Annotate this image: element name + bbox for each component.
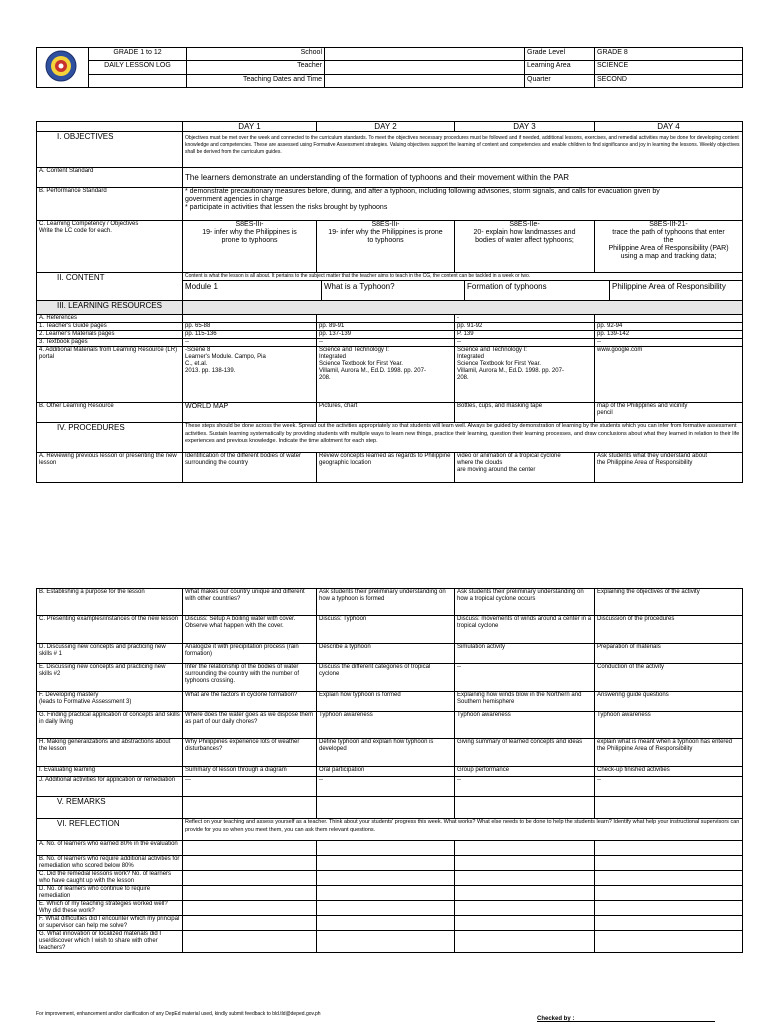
proc-a-day3: video or animation of a tropical cyclone where the clouds are moving around the center	[455, 453, 595, 483]
reflect-e-day4[interactable]	[595, 901, 743, 916]
deped-seal-cell	[37, 48, 89, 88]
lm-label: 2. Learner's Materials pages	[37, 331, 183, 339]
proc-c-day4: Discussion of the procedures	[595, 616, 743, 644]
references-label: A. References	[37, 315, 183, 323]
proc-e-day2: Discuss the different categories of tropical cyclone	[317, 664, 455, 692]
deped-seal-icon	[41, 50, 81, 82]
proc-e-day3: --	[455, 664, 595, 692]
reflect-c-day2[interactable]	[317, 871, 455, 886]
reflect-d-day3[interactable]	[455, 886, 595, 901]
resources-blank	[183, 301, 743, 315]
proc-f-day2: Explain how typhoon is formed	[317, 692, 455, 712]
competency-day2: S8ES-IIi- 19- infer why the Philippines is prone to typhoons	[317, 221, 455, 273]
dates-field[interactable]	[325, 74, 525, 87]
procedures-heading: IV. PROCEDURES	[37, 423, 183, 453]
remarks-day3[interactable]	[455, 797, 595, 819]
tg-day4: pp. 92-94	[595, 323, 743, 331]
remarks-heading: V. REMARKS	[37, 797, 183, 819]
performance-standard-label: B. Performance Standard	[37, 188, 183, 221]
lesson-table-part1	[36, 121, 743, 483]
teacher-label: Teacher	[187, 61, 325, 74]
competency-day1: S8ES-IIi- 19- infer why the Philippines is prone to typhoons	[183, 221, 317, 273]
tb-day3: --	[455, 339, 595, 347]
proc-f-day1: What are the factors in cyclone formation?	[183, 692, 317, 712]
proc-h-day4: explain what is meant when a typhoon has entered the Philippine Area of Responsibility	[595, 739, 743, 767]
reflect-a-day3[interactable]	[455, 841, 595, 856]
reflect-a-day4[interactable]	[595, 841, 743, 856]
tg-day2: pp. 89-91	[317, 323, 455, 331]
reflect-g-label: G. What innovation or localized materials did I use/discover which I wish to share with other teachers?	[37, 931, 183, 953]
reflect-b-day3[interactable]	[455, 856, 595, 871]
content-standard-text: The learners demonstrate an understanding of the formation of typhoons and their movement within the PAR	[183, 168, 743, 188]
reflect-e-day1[interactable]	[183, 901, 317, 916]
proc-b-day1: What makes our country unique and different with other countries?	[183, 589, 317, 616]
content-cell	[183, 273, 743, 301]
reflect-f-day2[interactable]	[317, 916, 455, 931]
learning-area-value: SCIENCE	[595, 61, 743, 74]
reflect-d-day2[interactable]	[317, 886, 455, 901]
reflect-f-day4[interactable]	[595, 916, 743, 931]
lr-day2: Science and Technology I: Integrated Science Textbook for First Year. Villamil, Aurora M., Ed.D. 1998. pp. 207- 208.	[317, 347, 455, 403]
lm-day3: P. 139	[455, 331, 595, 339]
reflection-note: Reflect on your teaching and assess yourself as a teacher. Think about your students' progress this week. What works? What else needs to be done to help the students learn? Identify what help your instructional supervisors can provide for you so when you meet them, you can ask them relevant questions.	[183, 819, 743, 841]
proc-j-label: J. Additional activities for application or remediation	[37, 777, 183, 797]
references-day2	[317, 315, 455, 323]
reflection-heading: VI. REFLECTION	[37, 819, 183, 841]
proc-a-day2: Review concepts learned as regards to Philippine geographic location	[317, 453, 455, 483]
other-day2: Pictures, chart	[317, 403, 455, 423]
proc-g-day4: Typhoon awareness	[595, 712, 743, 739]
reflect-d-day4[interactable]	[595, 886, 743, 901]
form-title-line2: DAILY LESSON LOG	[89, 61, 187, 74]
competency-day4: S8ES-IIf-21- trace the path of typhoons that enter the Philippine Area of Responsibility (PAR) using a map and tracking data;	[595, 221, 743, 273]
reflect-f-day1[interactable]	[183, 916, 317, 931]
proc-d-day4: Preparation of materials	[595, 644, 743, 664]
proc-e-day1: Infer the relationship of the bodies of water surrounding the country with the number of typhoons crossing.	[183, 664, 317, 692]
lr-day4: www.google.com	[595, 347, 743, 403]
proc-d-label: D. Discussing new concepts and practicing new skills # 1	[37, 644, 183, 664]
reflect-c-day4[interactable]	[595, 871, 743, 886]
lm-day1: pp. 115-136	[183, 331, 317, 339]
proc-e-day4: Conduction of the activity	[595, 664, 743, 692]
day-header-4: DAY 4	[595, 122, 743, 132]
content-day3: Formation of typhoons	[465, 281, 610, 300]
reflect-g-day2[interactable]	[317, 931, 455, 953]
proc-h-day1: Why Philippines experience lots of weather disturbances?	[183, 739, 317, 767]
lr-day3: Science and Technology I: Integrated Science Textbook for First Year. Villamil, Aurora M., Ed.D. 1998. pp. 207- 208.	[455, 347, 595, 403]
proc-b-day2: Ask students their preliminary understanding on how a typhoon is formed	[317, 589, 455, 616]
content-standard-label: A. Content Standard	[37, 168, 183, 188]
reflect-b-label: B. No. of learners who require additional activities for remediation who scored below 80%	[37, 856, 183, 871]
lr-label: 4. Additional Materials from Learning Resource (LR) portal	[37, 347, 183, 403]
proc-a-day4: Ask students what they understand about the Philippine Area of Responsibility	[595, 453, 743, 483]
references-day1	[183, 315, 317, 323]
content-note: Content is what the lesson is all about. It pertains to the subject matter that the teacher aims to teach in the CG, the content can be tackled in a week or two.	[183, 273, 742, 281]
lm-day4: pp. 139-142	[595, 331, 743, 339]
proc-f-day3: Explaining how winds blow in the Northern and Southern hemisphere	[455, 692, 595, 712]
proc-a-label: A. Reviewing previous lesson or presenting the new lesson	[37, 453, 183, 483]
reflect-c-label: C. Did the remedial lessons work? No. of learners who have caught up with the lesson	[37, 871, 183, 886]
quarter-value: SECOND	[595, 74, 743, 87]
school-label: School	[187, 48, 325, 61]
tg-day3: pp. 91-92	[455, 323, 595, 331]
proc-i-day2: Oral participation	[317, 767, 455, 777]
tg-label: 1. Teacher's Guide pages	[37, 323, 183, 331]
reflect-g-day3[interactable]	[455, 931, 595, 953]
content-day4: Philippine Area of Responsibility	[612, 282, 726, 291]
proc-i-day3: Group performance	[455, 767, 595, 777]
reflect-f-label: F. What difficulties did I encounter which my principal or supervisor can help me solve?	[37, 916, 183, 931]
proc-c-day3: Discuss: movements of winds around a center in a tropical cyclone	[455, 616, 595, 644]
proc-h-day3: Giving summary of learned concepts and ideas	[455, 739, 595, 767]
proc-b-label: B. Establishing a purpose for the lesson	[37, 589, 183, 616]
reflect-a-day2[interactable]	[317, 841, 455, 856]
reflect-d-day1[interactable]	[183, 886, 317, 901]
proc-j-day3: --	[455, 777, 595, 797]
proc-j-day4: --	[595, 777, 743, 797]
header-table	[36, 47, 743, 88]
reflect-f-day3[interactable]	[455, 916, 595, 931]
proc-j-day1: ---	[183, 777, 317, 797]
content-day2: What is a Typhoon?	[322, 281, 465, 300]
day-header-3: DAY 3	[455, 122, 595, 132]
performance-standard-text: * demonstrate precautionary measures before, during, and after a typhoon, including following advisories, storm signals, and calls for evacuation given by government agencies in charge * participate in activities that lessen the risks brought by typhoons	[183, 188, 743, 221]
footer-note: For improvement, enhancement and/or clarification of any DepEd material used, kindly submit feedback to bld.tld@deped.gov.ph	[36, 1011, 321, 1017]
dates-label: Teaching Dates and Time	[187, 74, 325, 87]
proc-f-label: F. Developing mastery (leads to Formative Assessment 3)	[37, 692, 183, 712]
proc-d-day2: Describe a typhoon	[317, 644, 455, 664]
reflect-g-day1[interactable]	[183, 931, 317, 953]
blank-title-cell	[89, 74, 187, 87]
reflect-a-day1[interactable]	[183, 841, 317, 856]
proc-e-label: E. Discussing new concepts and practicing new skills #2	[37, 664, 183, 692]
day-header-blank	[37, 122, 183, 132]
proc-f-day4: Answering guide questions	[595, 692, 743, 712]
proc-i-day4: Check-up finished activities	[595, 767, 743, 777]
proc-h-day2: Define typhoon and explain how typhoon is developed	[317, 739, 455, 767]
reflect-e-day3[interactable]	[455, 901, 595, 916]
proc-c-day1: Discuss: Setup A boiling water with cover. Observe what happen with the cover.	[183, 616, 317, 644]
grade-level-label: Grade Level	[525, 48, 595, 61]
references-day4	[595, 315, 743, 323]
content-heading: II. CONTENT	[37, 273, 183, 301]
proc-h-label: H. Making generalizations and abstractions about the lesson	[37, 739, 183, 767]
competency-label: C. Learning Competency / Objectives Write the LC code for each.	[37, 221, 183, 273]
reflect-b-day4[interactable]	[595, 856, 743, 871]
proc-b-day4: Explaining the objectives of the activity	[595, 589, 743, 616]
reflect-d-label: D. No. of learners who continue to require remediation	[37, 886, 183, 901]
school-field[interactable]	[325, 48, 525, 61]
proc-d-day3: Simulation activity	[455, 644, 595, 664]
proc-i-day1: Summary of lesson through a diagram	[183, 767, 317, 777]
content-day1: Module 1	[183, 281, 322, 300]
checked-by-line[interactable]	[537, 1021, 715, 1022]
reflect-b-day1[interactable]	[183, 856, 317, 871]
objectives-heading: I. OBJECTIVES	[37, 132, 183, 168]
quarter-label: Quarter	[525, 74, 595, 87]
proc-c-label: C. Presenting examples/instances of the new lesson	[37, 616, 183, 644]
remarks-day4[interactable]	[595, 797, 743, 819]
tb-day2: --	[317, 339, 455, 347]
reflect-c-day3[interactable]	[455, 871, 595, 886]
lesson-table-part2	[36, 588, 743, 953]
objectives-note: Objectives must be met over the week and connected to the curriculum standards. To meet the objectives necessary procedures must be followed and if needed, additional lessons, exercises, and remedial activities may be done for developing content knowledge and competencies. These are assessed using Formative Assessment strategies. Valuing objectives support the learning of content and competencies and enable children to find significance and joy in learning the lessons. Weekly objectives shall be derived from the curriculum guides.	[183, 132, 743, 168]
grade-level-value: GRADE 8	[595, 48, 743, 61]
day-header-1: DAY 1	[183, 122, 317, 132]
reflect-g-day4[interactable]	[595, 931, 743, 953]
competency-day3: S8ES-IIe- 20- explain how landmasses and bodies of water affect typhoons;	[455, 221, 595, 273]
tb-day1: --	[183, 339, 317, 347]
reflect-e-label: E. Which of my teaching strategies worked well? Why did these work?	[37, 901, 183, 916]
reflect-e-day2[interactable]	[317, 901, 455, 916]
remarks-day2[interactable]	[317, 797, 455, 819]
proc-d-day1: Analogize it with precipitation process (rain formation)	[183, 644, 317, 664]
tb-label: 3. Textbook pages	[37, 339, 183, 347]
references-day3: -	[455, 315, 595, 323]
lm-day2: pp. 137-139	[317, 331, 455, 339]
reflect-a-label: A. No. of learners who earned 80% in the evaluation	[37, 841, 183, 856]
proc-g-day3: Typhoon awareness	[455, 712, 595, 739]
tg-day1: pp. 65-88	[183, 323, 317, 331]
other-day4: map of the Philippines and vicinity pencil	[595, 403, 743, 423]
proc-g-day1: Where does the water goes as we dispose them as part of our daily chores?	[183, 712, 317, 739]
remarks-day1[interactable]	[183, 797, 317, 819]
procedures-note: These steps should be done across the week. Spread out the activities appropriately so that students will learn well. Always be guided by demonstration of learning by the students which you can infer from formative assessment activities. Sustain learning systematically by providing students with multiple ways to learn new things, practice their learning, question their learning processes, and draw conclusions about what they learned in relation to their life experiences and previous knowledge. Indicate the time allotment for each step.	[183, 423, 743, 453]
other-label: B. Other Learning Resource	[37, 403, 183, 423]
lr-day1: -Sciene 8 Learner's Module. Campo, Pia C., et.al. 2013. pp. 138-139.	[183, 347, 317, 403]
reflect-c-day1[interactable]	[183, 871, 317, 886]
other-day1: WORLD MAP	[183, 403, 317, 423]
proc-c-day2: Discuss: Typhoon	[317, 616, 455, 644]
other-day3: Bottles, cups, and masking tape	[455, 403, 595, 423]
day-header-2: DAY 2	[317, 122, 455, 132]
proc-i-label: I. Evaluating learning	[37, 767, 183, 777]
proc-b-day3: Ask students their preliminary understanding on how a tropical cyclone occurs	[455, 589, 595, 616]
learning-area-label: Learning Area	[525, 61, 595, 74]
reflect-b-day2[interactable]	[317, 856, 455, 871]
form-title-line1: GRADE 1 to 12	[89, 48, 187, 61]
teacher-field[interactable]	[325, 61, 525, 74]
proc-j-day2: --	[317, 777, 455, 797]
resources-heading: III. LEARNING RESOURCES	[37, 301, 183, 315]
proc-g-label: G. Finding practical application of concepts and skills in daily living	[37, 712, 183, 739]
tb-day4: --	[595, 339, 743, 347]
proc-a-day1: Identification of the different bodies of water surrounding the country	[183, 453, 317, 483]
checked-by-label: Checked by :	[537, 1016, 575, 1022]
proc-g-day2: Typhoon awareness	[317, 712, 455, 739]
